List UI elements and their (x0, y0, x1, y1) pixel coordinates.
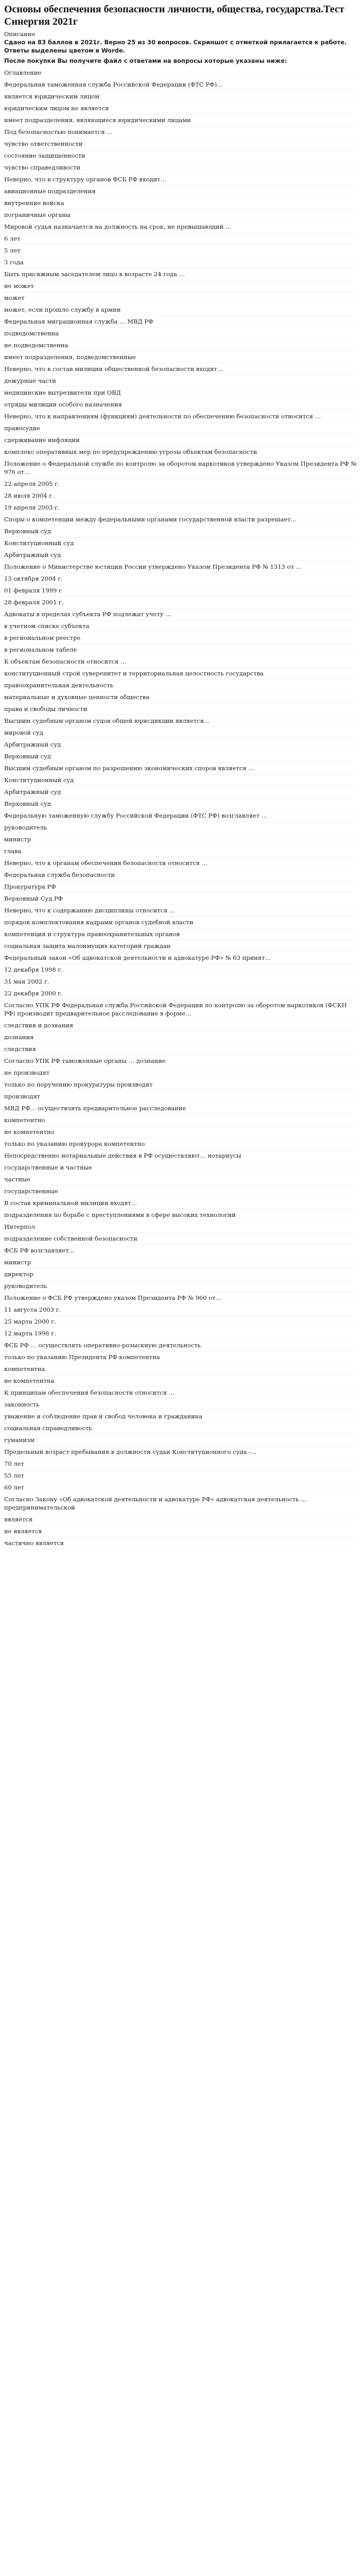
list-item: права и свободы личности (4, 703, 357, 715)
list-item: следствия (4, 1043, 357, 1055)
list-item: государственные и частные (4, 1162, 357, 1174)
list-item: Неверно, что в структуру органов ФСБ РФ входит… (4, 174, 357, 185)
list-item: конституционный строй суверенитет и территориальная целостность государства (4, 668, 357, 680)
list-item: Неверно, что к направлениям (функциям) деятельности по обеспечению безопасности относится … (4, 411, 357, 422)
list-item: Положение о ФСБ РФ утверждено указом Президента РФ № 960 от… (4, 1292, 357, 1304)
list-item: Положение о Федеральной службе по контролю за оборотом наркотиков утверждено Указом Президента РФ № 976 от… (4, 458, 357, 478)
list-item: внутренние войска (4, 197, 357, 209)
list-item: не компетентно (4, 1126, 357, 1138)
list-item: 6 лет (4, 233, 357, 245)
list-item: Под безопасностью понимается … (4, 126, 357, 138)
list-item: только по указанию Президента РФ компетентна (4, 1351, 357, 1363)
list-item: 12 марта 1998 г. (4, 1328, 357, 1340)
list-item: Согласно УПК РФ Федеральная служба Российской Федерации по контролю за оборотом наркотиков (ФСКН РФ) производит предварительное расследование в форме… (4, 999, 357, 1020)
list-item: не может (4, 280, 357, 292)
list-item: следствия и дознания (4, 1020, 357, 1031)
list-item: производят (4, 1091, 357, 1103)
list-item: юридическим лицом не является (4, 103, 357, 114)
list-item: может (4, 292, 357, 304)
list-item: министр (4, 1257, 357, 1268)
list-item: руководитель (4, 822, 357, 834)
list-item: Верховный суд (4, 798, 357, 810)
list-item: Быть присяжным заседателем лицо в возрасте 24 года … (4, 268, 357, 280)
list-item: уважение и соблюдение прав и свобод человека и гражданина (4, 1411, 357, 1422)
list-item: не производят (4, 1067, 357, 1079)
list-item: не подведомственна (4, 340, 357, 351)
list-item: Согласно Закону «Об адвокатской деятельности и адвокатуре РФ» адвокатская деятельность … предпринимательской (4, 1494, 357, 1514)
list-item: компетенция и структура правоохранительных органов (4, 928, 357, 940)
list-item: 3 года (4, 257, 357, 268)
description-label: Описание (4, 30, 36, 38)
list-item: 28 июля 2004 г. (4, 490, 357, 502)
list-item: министр (4, 834, 357, 845)
list-item: Верховный суд (4, 526, 357, 537)
list-item: компетентна (4, 1363, 357, 1375)
list-item: мировой суд (4, 727, 357, 739)
list-item: Неверно, что к органам обеспечения безопасности относится … (4, 857, 357, 869)
list-item: компетентно (4, 1114, 357, 1126)
list-item: директор (4, 1268, 357, 1280)
list-item: порядок комплектования кадрами органов судебной власти (4, 917, 357, 928)
list-item: чувство ответственности (4, 138, 357, 150)
list-item: комплекс оперативных мер по предупреждению угрозы объектам безопасности (4, 446, 357, 458)
list-item: государственные (4, 1185, 357, 1197)
list-item: Верховный суд (4, 751, 357, 762)
list-item: правосудие (4, 422, 357, 434)
list-item: Предельный возраст пребывания в должности судьи Конституционного суда -… (4, 1446, 357, 1458)
list-item: в региональном табеле (4, 644, 357, 656)
list-item: 13 октября 2004 г. (4, 573, 357, 585)
list-item: Арбитражный суд (4, 549, 357, 561)
list-item: только по поручению прокуратуры производят (4, 1079, 357, 1091)
list-item: руководитель (4, 1280, 357, 1292)
list-item: В состав криминальной милиции входят… (4, 1197, 357, 1209)
list-item: глава (4, 845, 357, 857)
list-item: Арбитражный суд (4, 739, 357, 751)
list-item: 12 декабря 1998 г. (4, 964, 357, 976)
page-title: Основы обеспечения безопасности личности, общества, государства.Тест Синергия 2021г (4, 4, 345, 27)
list-item: Конституционный суд (4, 774, 357, 786)
list-item: Арбитражный суд (4, 786, 357, 798)
list-item: правоохранительная деятельность (4, 680, 357, 691)
list-item: Конституционный суд (4, 537, 357, 549)
list-item: Мировой судья назначается на должность на срок, не превышающий … (4, 221, 357, 233)
list-item: 70 лет (4, 1458, 357, 1470)
list-item: ФСБ РФ … осуществлять оперативно-розыскную деятельность (4, 1340, 357, 1351)
list-item: является юридическим лицом (4, 91, 357, 103)
list-item: имеет подразделения, являющиеся юридическими лицами (4, 114, 357, 126)
lead-instructions: После покупки Вы получите файл с ответами на вопросы которые указаны ниже: (4, 57, 287, 64)
list-item: Неверно, что к содержанию дисциплины относится … (4, 905, 357, 917)
list-item: Согласно УПК РФ таможенные органы … дознание (4, 1055, 357, 1067)
list-item: частично является (4, 1537, 357, 1549)
list-item: Федеральную таможенную службу Российской Федерации (ФТС РФ) возглавляет … (4, 810, 357, 822)
list-item: подведомственна (4, 328, 357, 340)
questions-list (4, 67, 357, 1549)
list-item: 5 лет (4, 245, 357, 257)
list-item: дежурные части (4, 375, 357, 387)
list-item: социальная защита малоимущих категорий граждан (4, 940, 357, 952)
list-item: частные (4, 1174, 357, 1185)
lead-summary: Сдано на 83 баллов в 2021г. Верно 25 из 30 вопросов. Скриншот с отметкой прилагается к работе. Ответы выделены цветом в Worde. (4, 39, 347, 54)
list-item: 60 лет (4, 1482, 357, 1494)
list-item: 25 марта 2000 г. (4, 1316, 357, 1328)
list-item: социальная справедливость (4, 1422, 357, 1434)
list-item: Федеральный закон «Об адвокатской деятельности и адвокатуре РФ» № 63 принят… (4, 952, 357, 964)
list-item: 31 мая 2002 г. (4, 976, 357, 988)
list-item: 01 февраля 1999 г (4, 585, 357, 597)
list-item: пограничные органы (4, 209, 357, 221)
list-item: Положение о Министерстве юстиции России утверждено Указом Президента РФ № 1313 от … (4, 561, 357, 573)
list-item: законность (4, 1399, 357, 1411)
list-item: в региональном реестре (4, 632, 357, 644)
list-item: не является (4, 1526, 357, 1537)
list-item: подразделения по борьбе с преступлениями в сфере высоких технологий (4, 1209, 357, 1221)
list-item: Высшим судебным органом по разрешению экономических споров является … (4, 762, 357, 774)
list-item: Высшим судебным органом судов общей юрисдикции является… (4, 715, 357, 727)
list-item: в учетном списке субъекта (4, 620, 357, 632)
list-item: сдерживание инфляции (4, 434, 357, 446)
list-item: Споры о компетенции между федеральными органами государственной власти разрешает… (4, 514, 357, 526)
list-item: авиационные подразделения (4, 185, 357, 197)
list-item: подразделение собственной безопасности (4, 1233, 357, 1245)
list-item: Федеральная таможенная служба Российской Федерации (ФТС РФ)... (4, 79, 357, 91)
list-item: материальные и духовные ценности общества (4, 691, 357, 703)
list-item: состояние защищенности (4, 150, 357, 162)
list-item: Адвокаты в пределах субъекта РФ подлежат учету … (4, 608, 357, 620)
list-item: Федеральная служба безопасности (4, 869, 357, 881)
list-item: не компетентна (4, 1375, 357, 1387)
list-item: чувство справедливости (4, 162, 357, 174)
list-item: 22 декабря 2000 г. (4, 988, 357, 999)
list-item: 55 лет (4, 1470, 357, 1482)
list-item: дознания (4, 1031, 357, 1043)
list-item: 11 августа 2003 г. (4, 1304, 357, 1316)
list-item: 28 февраля 2001 г. (4, 597, 357, 608)
list-item: К принципам обеспечения безопасности относится … (4, 1387, 357, 1399)
list-item: Федеральная миграционная служба … МВД РФ (4, 316, 357, 328)
list-item: МВД РФ… осуществлять предварительное расследование (4, 1103, 357, 1114)
list-item: Верховный Суд РФ (4, 893, 357, 905)
list-item: 19 апреля 2003 г. (4, 502, 357, 514)
list-item: только по указанию прокурора компетентно (4, 1138, 357, 1150)
list-item: отряды милиции особого назначения (4, 399, 357, 411)
list-item: имеет подразделения, подведомственные (4, 351, 357, 363)
list-item: К объектам безопасности относится … (4, 656, 357, 668)
list-item: 22 апреля 2005 г. (4, 478, 357, 490)
list-item: Непосредственно нотариальные действия в РФ осуществляют… нотариусы (4, 1150, 357, 1162)
list-item: Неверно, что в состав милиции общественной безопасности входят… (4, 363, 357, 375)
list-item: Прокуратура РФ (4, 881, 357, 893)
list-item: может, если прошло службу в армии (4, 304, 357, 316)
list-item: гуманизм (4, 1434, 357, 1446)
list-item: Интерпол (4, 1221, 357, 1233)
list-item: является (4, 1514, 357, 1526)
list-item: медицинские вытрезвители при ОВД (4, 387, 357, 399)
list-item: Оглавление (4, 67, 357, 79)
list-item: ФСБ РФ возглавляет… (4, 1245, 357, 1257)
